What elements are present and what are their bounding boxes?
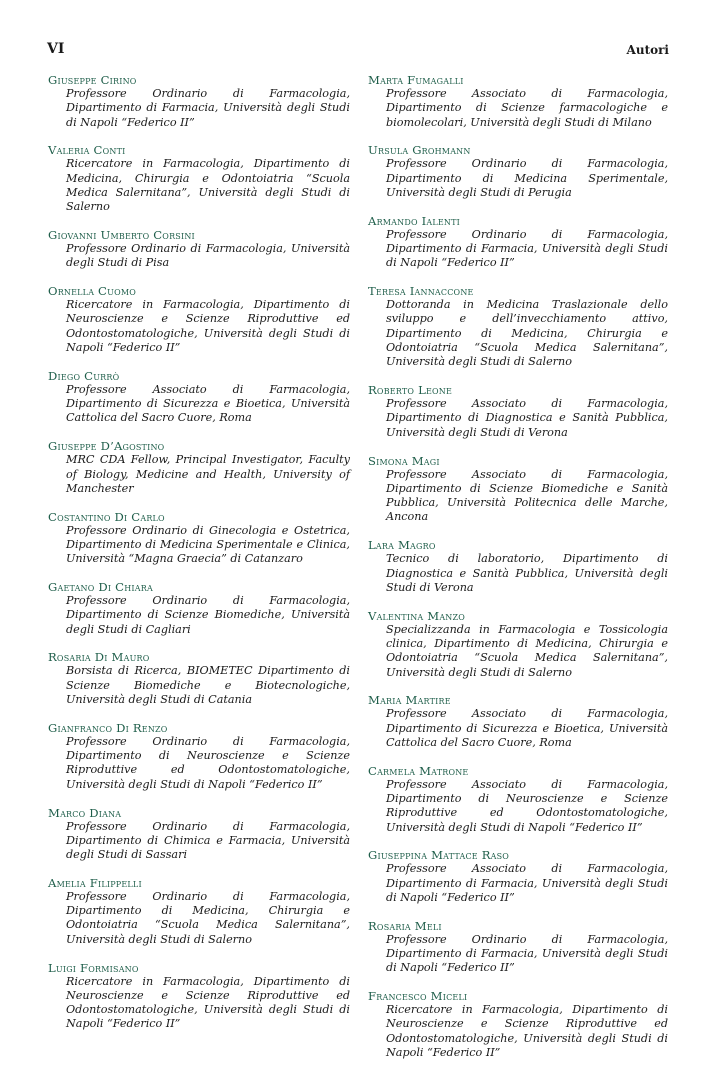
author-name: Giuseppina Mattace Raso — [368, 848, 510, 863]
author-entry — [368, 214, 668, 271]
author-name: Roberto Leone — [368, 383, 453, 398]
author-entry — [368, 73, 668, 130]
author-affiliation: Professore Associato di Farmacologia, Dipartimento di Farmacia, Università degli Studi di Napoli “Federico II” — [386, 862, 668, 904]
author-name: Giuseppe D’Agostino — [48, 439, 165, 454]
author-entry — [368, 989, 668, 1060]
author-affiliation: Professore Associato di Farmacologia, Dipartimento di Diagnostica e Sanità Pubblica, Università degli Studi di Verona — [386, 397, 668, 439]
author-affiliation: Professore Associato di Farmacologia, Dipartimento di Sicurezza e Bioetica, Università Cattolica del Sacro Cuore, Roma — [66, 382, 350, 425]
author-affiliation: Professore Ordinario di Ginecologia e Ostetrica, Dipartimento di Medicina Sperimentale e Clinica, Università “Magna Graecia” di Catanzaro — [66, 523, 350, 566]
author-entry — [368, 848, 668, 905]
author-name: Armando Ialenti — [368, 213, 461, 228]
author-name: Rosaria Meli — [368, 918, 442, 933]
author-name: Rosaria Di Mauro — [48, 650, 150, 665]
author-entry — [48, 806, 350, 863]
author-entry — [48, 580, 350, 637]
author-entry — [48, 961, 350, 1032]
author-name: Luigi Formisano — [48, 960, 139, 975]
author-name: Marta Fumagalli — [368, 73, 464, 87]
author-entry — [48, 228, 350, 271]
page-number: VI — [47, 41, 65, 57]
author-affiliation: Professore Ordinario di Farmacologia, Dipartimento di Farmacia, Università degli Studi di Napoli “Federico II” — [386, 227, 668, 270]
author-name: Valeria Conti — [48, 143, 126, 158]
author-affiliation: Ricercatore in Farmacologia, Dipartimento di Neuroscienze e Scienze Riproduttive ed Odontostomatologiche, Università degli Studi di Napoli “Federico II” — [66, 298, 350, 355]
author-name: Maria Martire — [368, 693, 451, 708]
author-affiliation: Professore Ordinario di Farmacologia, Dipartimento di Medicina Sperimentale, Università degli Studi di Perugia — [386, 157, 668, 199]
author-affiliation: Dottoranda in Medicina Traslazionale dello sviluppo e dell’invecchiamento attivo, Dipartimento di Medicina, Chirurgia e Odontoiatria “Scuola Medica Salernitana”, Università degli Studi di Salerno — [386, 298, 668, 369]
author-entry — [48, 73, 350, 130]
author-entry — [48, 721, 350, 792]
author-name: Valentina Manzo — [368, 608, 466, 623]
author-name: Ursula Grohmann — [368, 143, 471, 158]
author-name: Ornella Cuomo — [48, 284, 136, 299]
author-affiliation: Professore Ordinario di Farmacologia, Università degli Studi di Pisa — [66, 242, 350, 270]
author-entry — [368, 284, 668, 369]
author-affiliation: Ricercatore in Farmacologia, Dipartimento di Neuroscienze e Scienze Riproduttive ed Odontostomatologiche, Università degli Studi di Napoli “Federico II” — [66, 974, 350, 1031]
author-affiliation: Specializzanda in Farmacologia e Tossicologia clinica, Dipartimento di Medicina, Chirurgia e Odontoiatria “Scuola Medica Salernitana”, Università degli Studi di Salerno — [386, 622, 668, 679]
author-name: Diego Currò — [48, 368, 120, 383]
running-title: Autori — [626, 43, 669, 57]
author-name: Amelia Filippelli — [48, 875, 142, 890]
author-entry — [368, 609, 668, 680]
author-affiliation: Professore Ordinario di Farmacologia, Dipartimento di Farmacia, Università degli Studi di Napoli “Federico II” — [386, 932, 668, 975]
author-name: Gaetano Di Chiara — [48, 580, 153, 595]
author-entry — [48, 369, 350, 426]
author-entry — [48, 650, 350, 707]
author-name: Giovanni Umberto Corsini — [48, 228, 195, 243]
author-entry — [368, 764, 668, 835]
author-entry — [48, 143, 350, 214]
author-name: Costantino Di Carlo — [48, 509, 165, 524]
author-name: Giuseppe Cirino — [48, 73, 137, 87]
author-entry — [48, 284, 350, 355]
author-name: Marco Diana — [48, 805, 122, 820]
author-affiliation: Ricercatore in Farmacologia, Dipartimento di Medicina, Chirurgia e Odontoiatria “Scuola Medica Salernitana”, Università degli Studi di Salerno — [66, 157, 350, 214]
author-name: Simona Magi — [368, 453, 440, 468]
author-entry — [48, 876, 350, 947]
author-affiliation: Professore Associato di Farmacologia, Dipartimento di Scienze Biomediche e Sanità Pubblica, Università Politecnica delle Marche, Ancona — [386, 467, 668, 524]
author-affiliation: Professore Ordinario di Farmacologia, Dipartimento di Chimica e Farmacia, Università degli Studi di Sassari — [66, 819, 350, 862]
author-entry — [368, 454, 668, 525]
author-entry — [368, 538, 668, 595]
author-entry — [48, 439, 350, 496]
page-header — [47, 41, 669, 61]
author-affiliation: Professore Ordinario di Farmacologia, Dipartimento di Medicina, Chirurgia e Odontoiatria “Scuola Medica Salernitana”, Università degli Studi di Salerno — [66, 889, 350, 946]
author-entry — [368, 693, 668, 750]
author-affiliation: Professore Ordinario di Farmacologia, Dipartimento di Neuroscienze e Scienze Riproduttive ed Odontostomatologiche, Università degli Studi di Napoli “Federico II” — [66, 734, 350, 791]
author-entry — [368, 143, 668, 200]
author-name: Lara Magro — [368, 538, 436, 553]
author-name: Francesco Miceli — [368, 989, 468, 1004]
author-affiliation: Professore Associato di Farmacologia, Dipartimento di Scienze farmacologiche e biomolecolari, Università degli Studi di Milano — [386, 87, 668, 129]
author-affiliation: Borsista di Ricerca, BIOMETEC Dipartimento di Scienze Biomediche e Biotecnologiche, Università degli Studi di Catania — [66, 664, 350, 707]
author-affiliation: Professore Associato di Farmacologia, Dipartimento di Sicurezza e Bioetica, Università Cattolica del Sacro Cuore, Roma — [386, 707, 668, 749]
author-entry — [48, 510, 350, 567]
author-name: Gianfranco Di Renzo — [48, 720, 168, 735]
author-affiliation: Ricercatore in Farmacologia, Dipartimento di Neuroscienze e Scienze Riproduttive ed Odontostomatologiche, Università degli Studi di Napoli “Federico II” — [386, 1003, 668, 1060]
author-name: Carmela Matrone — [368, 763, 469, 778]
author-affiliation: Professore Ordinario di Farmacologia, Dipartimento di Farmacia, Università degli Studi di Napoli “Federico II” — [66, 87, 350, 129]
author-affiliation: Professore Ordinario di Farmacologia, Dipartimento di Scienze Biomediche, Università degli Studi di Cagliari — [66, 594, 350, 636]
left-column — [48, 73, 350, 1045]
author-affiliation: Tecnico di laboratorio, Dipartimento di Diagnostica e Sanità Pubblica, Università degli Studi di Verona — [386, 552, 668, 594]
author-entry — [368, 383, 668, 440]
author-entry — [368, 919, 668, 976]
author-name: Teresa Iannaccone — [368, 284, 474, 299]
author-affiliation: MRC CDA Fellow, Principal Investigator, Faculty of Biology, Medicine and Health, University of Manchester — [66, 453, 350, 495]
author-affiliation: Professore Associato di Farmacologia, Dipartimento di Neuroscienze e Scienze Riproduttive ed Odontostomatologiche, Università degli Studi di Napoli “Federico II” — [386, 777, 668, 834]
right-column — [368, 73, 668, 1074]
